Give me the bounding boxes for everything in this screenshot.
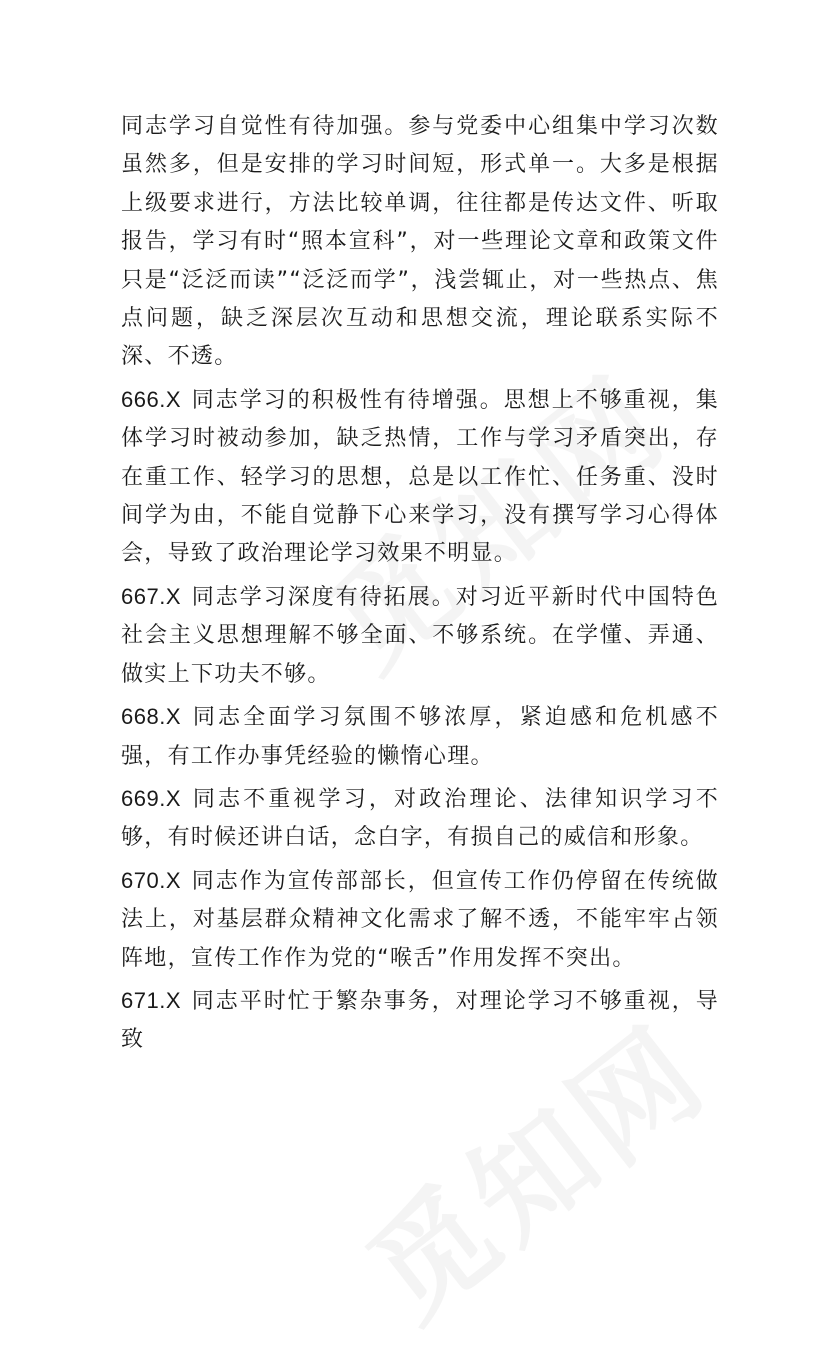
paragraph-text: 同志平时忙于繁杂事务，对理论学习不够重视，导致 [121,988,719,1053]
item-number: 669.X [121,785,181,811]
item-number: 671.X [121,987,181,1013]
item-number: 667.X [121,583,181,609]
item-number: 666.X [121,386,181,412]
document-body [121,108,719,1064]
paragraph-667 [121,578,719,694]
paragraph-670 [121,862,719,978]
paragraph-text: 同志作为宣传部部长，但宣传工作仍停留在传统做法上，对基层群众精神文化需求了解不透，不能牢牢占领阵地，宣传工作作为党的“喉舌”作用发挥不突出。 [121,868,719,971]
paragraph-665-continued [121,108,719,377]
paragraph-text: 同志学习的积极性有待增强。思想上不够重视，集体学习时被动参加，缺乏热情，工作与学习矛盾突出，存在重工作、轻学习的思想，总是以工作忙、任务重、没时间学为由，不能自觉静下心来学习，没有撰写学习心得体会，导致了政治理论学习效果不明显。 [121,387,719,567]
paragraph-text: 同志学习深度有待拓展。对习近平新时代中国特色社会主义思想理解不够全面、不够系统。在学懂、弄通、做实上下功夫不够。 [121,584,719,687]
paragraph-666 [121,381,719,574]
paragraph-671 [121,982,719,1060]
paragraph-text: 同志全面学习氛围不够浓厚，紧迫感和危机感不强，有工作办事凭经验的懒惰心理。 [121,705,719,769]
paragraph-668 [121,698,719,776]
paragraph-text: 同志学习自觉性有待加强。参与党委中心组集中学习次数虽然多，但是安排的学习时间短，形式单一。大多是根据上级要求进行，方法比较单调，往往都是传达文件、听取报告，学习有时“照本宣科”，对一些理论文章和政策文件只是“泛泛而读”“泛泛而学”，浅尝辄止，对一些热点、焦点问题，缺乏深层次互动和思想交流，理论联系实际不深、不透。 [121,114,719,370]
item-number: 670.X [121,867,181,893]
item-number: 668.X [121,704,181,730]
paragraph-669 [121,780,719,858]
paragraph-text: 同志不重视学习，对政治理论、法律知识学习不够，有时候还讲白话，念白字，有损自己的威信和形象。 [121,786,719,851]
